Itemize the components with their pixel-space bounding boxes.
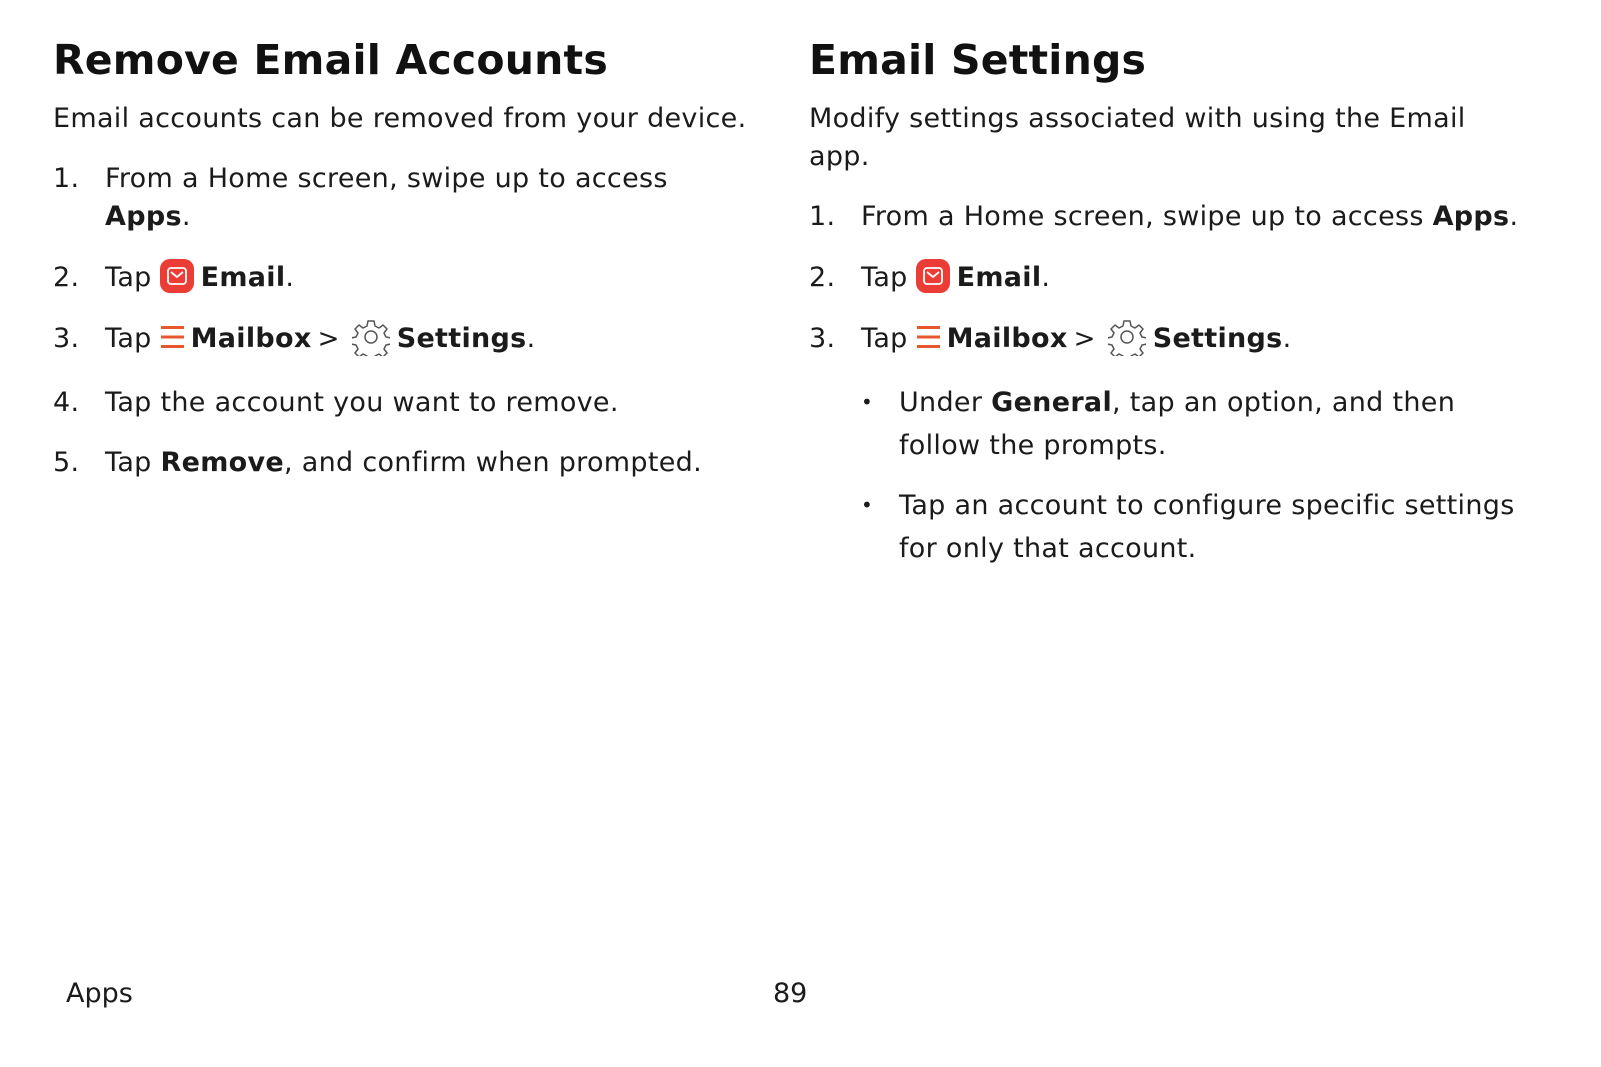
section-intro: Email accounts can be removed from your device. bbox=[53, 103, 747, 134]
step-end: , and confirm when prompted. bbox=[284, 446, 702, 478]
step-bold: Email bbox=[956, 262, 1042, 293]
step-number: 3. bbox=[809, 323, 836, 354]
step-2 bbox=[53, 259, 753, 297]
menu-icon bbox=[916, 322, 941, 352]
step-end: . bbox=[181, 201, 191, 232]
step-5 bbox=[53, 444, 753, 482]
step-3 bbox=[53, 320, 753, 359]
step-bold-settings: Settings bbox=[396, 323, 527, 354]
step-number: 3. bbox=[53, 323, 80, 354]
bullet-dot: • bbox=[861, 492, 874, 517]
step-end: . bbox=[526, 323, 536, 354]
step-tap: Tap bbox=[861, 262, 908, 293]
step-bold-mailbox: Mailbox bbox=[190, 323, 312, 354]
remove-email-accounts-section bbox=[53, 34, 753, 482]
step-number: 4. bbox=[53, 386, 80, 418]
step-bold-settings: Settings bbox=[1152, 323, 1283, 354]
bullet-list bbox=[809, 381, 1529, 570]
step-bold: Email bbox=[200, 262, 286, 293]
footer-section-label: Apps bbox=[66, 978, 133, 1009]
step-1 bbox=[809, 198, 1529, 236]
step-number: 1. bbox=[53, 163, 80, 194]
step-tap: Tap bbox=[861, 323, 908, 354]
step-tap: Tap bbox=[105, 323, 152, 354]
bullet-dot: • bbox=[861, 389, 874, 414]
step-number: 1. bbox=[809, 201, 836, 232]
chevron-right-icon: > bbox=[317, 324, 340, 354]
step-number: 2. bbox=[809, 262, 836, 293]
email-settings-section bbox=[809, 34, 1529, 570]
step-end: . bbox=[1282, 323, 1292, 354]
section-intro: Modify settings associated with using the Email app. bbox=[809, 103, 1466, 172]
bullet-item-1 bbox=[861, 381, 1529, 467]
bullet-text: , tap an option, and then follow the prompts. bbox=[899, 386, 1456, 461]
steps-list bbox=[53, 160, 753, 482]
step-text: From a Home screen, swipe up to access bbox=[105, 163, 668, 194]
step-bold: Apps bbox=[1432, 201, 1510, 232]
gear-icon bbox=[352, 318, 390, 356]
email-app-icon bbox=[160, 259, 194, 293]
bullet-item-2 bbox=[861, 484, 1529, 570]
step-number: 5. bbox=[53, 446, 80, 478]
step-1 bbox=[53, 160, 753, 236]
step-text: Tap the account you want to remove. bbox=[105, 386, 619, 418]
section-title: Email Settings bbox=[809, 36, 1147, 84]
step-number: 2. bbox=[53, 262, 80, 293]
email-app-icon bbox=[916, 259, 950, 293]
step-tap: Tap bbox=[105, 262, 152, 293]
steps-list bbox=[809, 198, 1529, 359]
bullet-text: Under bbox=[899, 386, 992, 418]
menu-icon bbox=[160, 322, 185, 352]
gear-icon bbox=[1108, 318, 1146, 356]
bullet-text: Tap an account to configure specific settings for only that account. bbox=[899, 489, 1515, 564]
step-bold: Remove bbox=[160, 446, 284, 478]
step-3 bbox=[809, 320, 1529, 359]
step-end: . bbox=[1041, 262, 1051, 293]
step-2 bbox=[809, 259, 1529, 297]
step-end: . bbox=[1509, 201, 1519, 232]
section-title: Remove Email Accounts bbox=[53, 36, 608, 84]
step-bold-mailbox: Mailbox bbox=[946, 323, 1068, 354]
step-end: . bbox=[285, 262, 295, 293]
bullet-bold: General bbox=[991, 386, 1113, 418]
step-text: From a Home screen, swipe up to access bbox=[861, 201, 1433, 232]
step-4 bbox=[53, 384, 753, 422]
step-text: Tap bbox=[105, 446, 161, 478]
chevron-right-icon: > bbox=[1073, 324, 1096, 354]
step-bold: Apps bbox=[105, 201, 182, 232]
page-number: 89 bbox=[773, 978, 808, 1009]
